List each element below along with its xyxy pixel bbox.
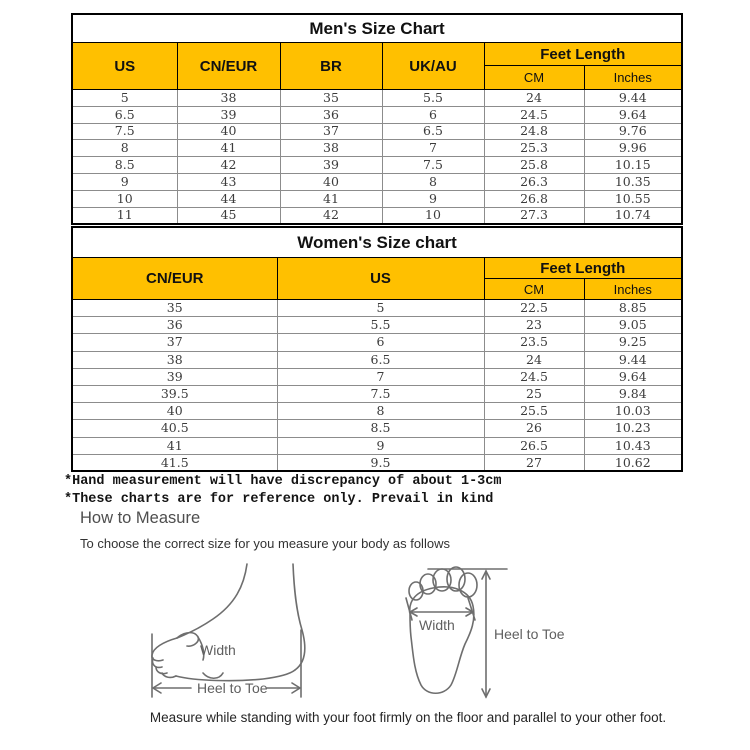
table-row: [72, 173, 682, 190]
top-view-heel-to-toe-label: Heel to Toe: [494, 626, 565, 642]
table-row: [72, 300, 682, 317]
table-cell: 7.5: [277, 385, 484, 402]
table-cell: 9.84: [584, 385, 682, 402]
how-to-measure-heading: How to Measure: [80, 509, 201, 527]
table-cell: 37: [280, 123, 382, 140]
table-cell: 45: [177, 207, 280, 224]
table-cell: 11: [72, 207, 177, 224]
table-cell: 38: [177, 90, 280, 107]
table-cell: 35: [280, 90, 382, 107]
table-cell: 10: [382, 207, 484, 224]
table-cell: 27: [484, 454, 584, 471]
table-cell: 42: [280, 207, 382, 224]
table-cell: 35: [72, 300, 277, 317]
table-cell: 36: [280, 106, 382, 123]
table-cell: 9.5: [277, 454, 484, 471]
table-cell: 5: [277, 300, 484, 317]
table-cell: 7.5: [382, 157, 484, 174]
mens-chart-body: [72, 90, 682, 224]
table-cell: 5: [72, 90, 177, 107]
table-cell: 22.5: [484, 300, 584, 317]
table-cell: 44: [177, 190, 280, 207]
table-row: [72, 207, 682, 224]
column-header-us: US: [72, 43, 177, 90]
table-cell: 9.64: [584, 106, 682, 123]
table-cell: 5.5: [277, 317, 484, 334]
table-cell: 9.44: [584, 351, 682, 368]
table-cell: 6: [277, 334, 484, 351]
table-cell: 5.5: [382, 90, 484, 107]
table-cell: 10: [72, 190, 177, 207]
table-cell: 24.5: [484, 368, 584, 385]
table-cell: 27.3: [484, 207, 584, 224]
column-header-feet-length: Feet Length: [484, 258, 682, 279]
table-cell: 39.5: [72, 385, 277, 402]
table-cell: 37: [72, 334, 277, 351]
mens-chart-title: Men's Size Chart: [72, 14, 682, 43]
mens-size-chart-table: [71, 13, 683, 225]
table-cell: 9: [382, 190, 484, 207]
table-cell: 7: [382, 140, 484, 157]
table-cell: 41: [177, 140, 280, 157]
table-row: [72, 334, 682, 351]
table-cell: 41.5: [72, 454, 277, 471]
table-cell: 26.5: [484, 437, 584, 454]
top-view-width-label: Width: [419, 617, 455, 633]
table-cell: 10.43: [584, 437, 682, 454]
table-row: [72, 454, 682, 471]
table-cell: 9: [72, 173, 177, 190]
table-cell: 39: [72, 368, 277, 385]
table-cell: 9: [277, 437, 484, 454]
column-header-inches: Inches: [584, 279, 682, 300]
table-cell: 8: [382, 173, 484, 190]
table-cell: 8.5: [72, 157, 177, 174]
how-to-measure-subtitle: To choose the correct size for you measure your body as follows: [80, 536, 450, 551]
table-row: [72, 368, 682, 385]
table-row: [72, 351, 682, 368]
table-cell: 24.8: [484, 123, 584, 140]
womens-chart-header-row: [72, 258, 682, 279]
foot-top-view-diagram: [395, 558, 625, 706]
table-cell: 6.5: [382, 123, 484, 140]
table-cell: 10.15: [584, 157, 682, 174]
womens-size-chart-table: [71, 226, 683, 472]
table-cell: 41: [72, 437, 277, 454]
note-reference-only: *These charts are for reference only. Prevail in kind: [64, 492, 494, 507]
table-row: [72, 190, 682, 207]
womens-chart-title: Women's Size chart: [72, 227, 682, 258]
mens-chart-title-row: [72, 14, 682, 43]
table-row: [72, 157, 682, 174]
column-header-cn-eur: CN/EUR: [72, 258, 277, 300]
table-row: [72, 90, 682, 107]
column-header-feet-length: Feet Length: [484, 43, 682, 66]
table-cell: 25: [484, 385, 584, 402]
table-cell: 40.5: [72, 420, 277, 437]
table-cell: 10.23: [584, 420, 682, 437]
table-cell: 39: [177, 106, 280, 123]
table-cell: 43: [177, 173, 280, 190]
table-row: [72, 317, 682, 334]
measuring-instruction-caption: Measure while standing with your foot firmly on the floor and parallel to your other foot.: [149, 710, 667, 725]
table-row: [72, 140, 682, 157]
table-cell: 26.3: [484, 173, 584, 190]
side-view-heel-to-toe-label: Heel to Toe: [197, 680, 268, 696]
table-cell: 8: [72, 140, 177, 157]
table-cell: 41: [280, 190, 382, 207]
womens-chart-body: [72, 300, 682, 472]
table-cell: 10.55: [584, 190, 682, 207]
table-cell: 9.25: [584, 334, 682, 351]
table-cell: 24.5: [484, 106, 584, 123]
column-header-inches: Inches: [584, 66, 682, 90]
table-cell: 25.8: [484, 157, 584, 174]
table-cell: 38: [72, 351, 277, 368]
table-cell: 23.5: [484, 334, 584, 351]
mens-chart-header-row: [72, 43, 682, 66]
table-cell: 26: [484, 420, 584, 437]
table-cell: 6.5: [72, 106, 177, 123]
column-header-us: US: [277, 258, 484, 300]
table-cell: 26.8: [484, 190, 584, 207]
column-header-cm: CM: [484, 279, 584, 300]
table-cell: 10.74: [584, 207, 682, 224]
table-cell: 8: [277, 403, 484, 420]
table-cell: 24: [484, 351, 584, 368]
table-cell: 7.5: [72, 123, 177, 140]
table-cell: 23: [484, 317, 584, 334]
note-hand-measurement: *Hand measurement will have discrepancy of about 1-3cm: [64, 474, 502, 489]
table-cell: 10.35: [584, 173, 682, 190]
table-cell: 6.5: [277, 351, 484, 368]
disclaimer-notes: [64, 473, 501, 509]
table-cell: 40: [177, 123, 280, 140]
column-header-cn-eur: CN/EUR: [177, 43, 280, 90]
table-cell: 24: [484, 90, 584, 107]
table-cell: 25.3: [484, 140, 584, 157]
foot-side-view-diagram: [145, 562, 315, 702]
column-header-uk-au: UK/AU: [382, 43, 484, 90]
table-cell: 36: [72, 317, 277, 334]
table-cell: 9.96: [584, 140, 682, 157]
table-cell: 10.62: [584, 454, 682, 471]
table-row: [72, 385, 682, 402]
table-cell: 9.05: [584, 317, 682, 334]
table-cell: 9.44: [584, 90, 682, 107]
table-cell: 7: [277, 368, 484, 385]
table-cell: 25.5: [484, 403, 584, 420]
table-row: [72, 106, 682, 123]
table-cell: 8.5: [277, 420, 484, 437]
table-cell: 8.85: [584, 300, 682, 317]
side-view-width-label: Width: [200, 642, 236, 658]
table-row: [72, 420, 682, 437]
table-row: [72, 403, 682, 420]
foot-side-outline: [152, 564, 305, 697]
womens-chart-title-row: [72, 227, 682, 258]
table-cell: 10.03: [584, 403, 682, 420]
table-cell: 6: [382, 106, 484, 123]
table-cell: 38: [280, 140, 382, 157]
table-cell: 39: [280, 157, 382, 174]
column-header-cm: CM: [484, 66, 584, 90]
table-cell: 42: [177, 157, 280, 174]
table-cell: 40: [72, 403, 277, 420]
table-cell: 9.76: [584, 123, 682, 140]
table-row: [72, 437, 682, 454]
column-header-br: BR: [280, 43, 382, 90]
table-row: [72, 123, 682, 140]
table-cell: 9.64: [584, 368, 682, 385]
table-cell: 40: [280, 173, 382, 190]
